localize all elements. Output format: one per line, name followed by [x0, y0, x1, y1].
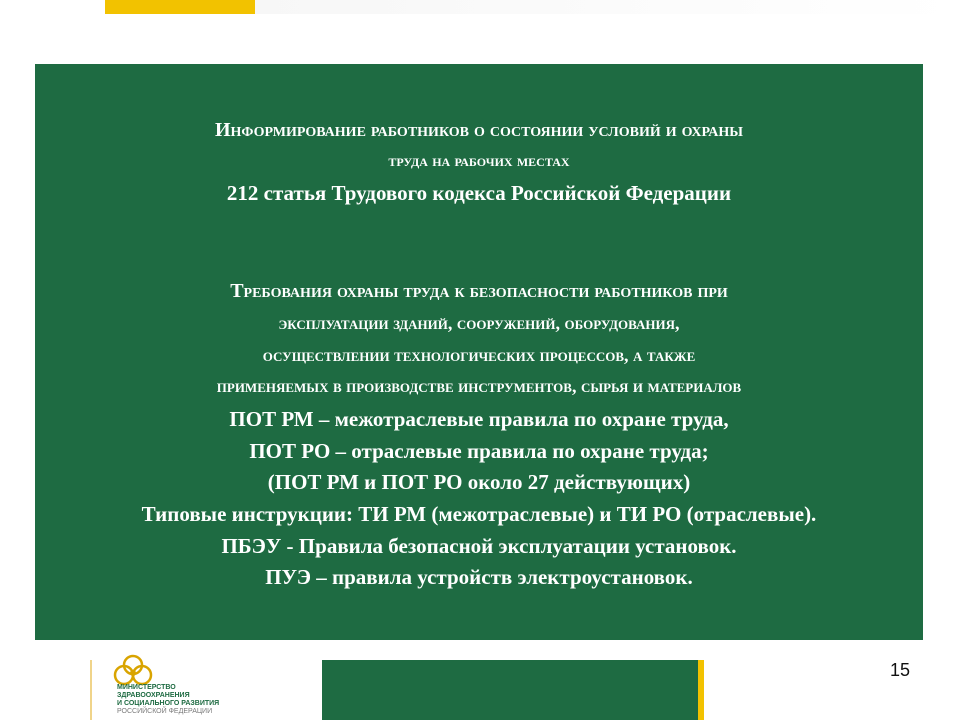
heading-requirements-line2: эксплуатации зданий, сооружений, оборудования,	[278, 313, 680, 333]
logo-line: РОССИЙСКОЙ ФЕДЕРАЦИИ	[117, 708, 213, 715]
footer-accent-bar	[698, 660, 704, 720]
ministry-logo-text	[117, 684, 307, 716]
list-item: ПБЭУ - Правила безопасной эксплуатации установок.	[221, 534, 737, 558]
footer-green-bar	[322, 660, 700, 720]
labor-code-article: 212 статья Трудового кодекса Российской Федерации	[226, 181, 732, 205]
list-item: ПОТ РО – отраслевые правила по охране труда;	[249, 439, 709, 463]
heading-informing: Информирование работников о состоянии условий и охраны	[214, 119, 744, 141]
top-header-strip	[255, 0, 960, 14]
logo-line: ЗДРАВООХРАНЕНИЯ	[117, 692, 190, 699]
heading-informing-cont: труда на рабочих местах	[388, 151, 570, 170]
page-number: 15	[889, 660, 910, 680]
top-accent-bar	[105, 0, 255, 14]
list-item: Типовые инструкции: ТИ РМ (межотраслевые) и ТИ РО (отраслевые).	[141, 502, 817, 526]
heading-requirements: Требования охраны труда к безопасности работников при	[230, 280, 728, 302]
content-panel	[35, 64, 923, 640]
list-item: ПУЭ – правила устройств электроустановок.	[265, 565, 693, 589]
heading-requirements-line3: осуществлении технологических процессов, а также	[262, 345, 696, 365]
logo-line: И СОЦИАЛЬНОГО РАЗВИТИЯ	[117, 700, 220, 707]
logo-divider	[90, 660, 92, 720]
heading-requirements-line4: применяемых в производстве инструментов, сырья и материалов	[216, 376, 742, 396]
list-item: (ПОТ РМ и ПОТ РО около 27 действующих)	[267, 470, 691, 494]
list-item: ПОТ РМ – межотраслевые правила по охране труда,	[229, 407, 729, 431]
logo-line: МИНИСТЕРСТВО	[117, 684, 176, 691]
